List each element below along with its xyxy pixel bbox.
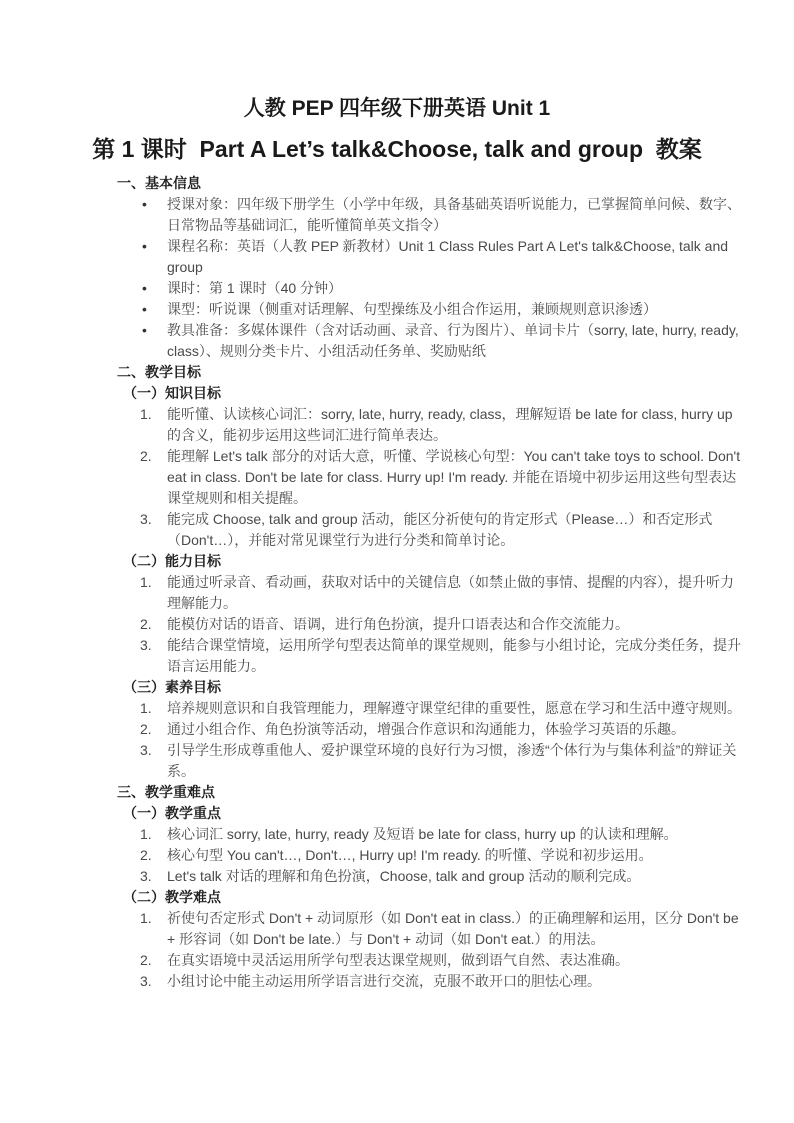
subsection-heading-literacy-goals: （三）素养目标 [123,678,221,695]
page-title: 人教 PEP 四年级下册英语 Unit 1 [243,97,551,120]
list-item: 核心词汇 sorry, late, hurry, ready 及短语 be late for class, hurry up 的认读和理解。 [167,825,678,842]
list-item: Let's talk 对话的理解和角色扮演，Choose, talk and group 活动的顺利完成。 [167,867,641,884]
list-item: 通过小组合作、角色扮演等活动，增强合作意识和沟通能力，体验学习英语的乐趣。 [167,720,685,737]
section-heading-basic-info: 一、基本信息 [117,174,201,191]
list-item: 小组讨论中能主动运用所学语言进行交流，克服不敢开口的胆怯心理。 [167,972,601,989]
list-item: • 课型：听说课（侧重对话理解、句型操练及小组合作运用，兼顾规则意识渗透） [167,299,742,320]
list-item: • 课程名称：英语（人教 PEP 新教材）Unit 1 Class Rules Part A Let's talk&Choose, talk and group [167,236,742,278]
literacy-goals-list [117,698,742,782]
section-heading-key-points: 三、教学重难点 [117,783,215,800]
list-item: 能理解 Let's talk 部分的对话大意，听懂、学说核心句型：You can't take toys to school. Don't eat in class. Don't be late for class. Hurry up! I'm ready. 并能在语境中初步运用这些句型表达课堂规则和相关提醒。 [167,447,741,506]
list-item: 在真实语境中灵活运用所学句型表达课堂规则，做到语气自然、表达准确。 [167,951,629,968]
teaching-focus-list [117,824,742,887]
list-item: 核心句型 You can't…, Don't…, Hurry up! I'm ready. 的听懂、学说和初步运用。 [167,846,653,863]
subsection-heading-knowledge-goals: （一）知识目标 [123,384,221,401]
page-subtitle: 第 1 课时 Part A Let’s talk&Choose, talk and group 教案 [92,136,702,163]
teaching-difficulty-list [117,908,742,992]
list-item: 能结合课堂情境，运用所学句型表达简单的课堂规则，能参与小组讨论，完成分类任务，提升语言运用能力。 [167,636,741,674]
list-item: • 授课对象：四年级下册学生（小学中年级，具备基础英语听说能力，已掌握简单问候、数字、日常物品等基础词汇，能听懂简单英文指令） [167,194,742,236]
list-item: 能通过听录音、看动画，获取对话中的关键信息（如禁止做的事情、提醒的内容），提升听力理解能力。 [167,573,734,611]
basic-info-list [117,194,742,362]
knowledge-goals-list [117,404,742,551]
subsection-heading-teaching-focus: （一）教学重点 [123,804,221,821]
section-heading-objectives: 二、教学目标 [117,363,201,380]
ability-goals-list [117,572,742,677]
list-item: 能模仿对话的语音、语调，进行角色扮演，提升口语表达和合作交流能力。 [167,615,629,632]
list-item: • 教具准备：多媒体课件（含对话动画、录音、行为图片）、单词卡片（sorry, late, hurry, ready, class）、规则分类卡片、小组活动任务单、奖励贴纸 [167,320,742,362]
list-item: • 课时：第 1 课时（40 分钟） [167,278,742,299]
list-item: 能完成 Choose, talk and group 活动，能区分祈使句的肯定形式（Please…）和否定形式（Don't…），并能对常见课堂行为进行分类和简单讨论。 [167,510,713,548]
list-item: 引导学生形成尊重他人、爱护课堂环境的良好行为习惯，渗透“个体行为与集体利益”的辩证关系。 [167,741,737,779]
document-body [117,173,742,992]
subsection-heading-teaching-difficulty: （二）教学难点 [123,888,221,905]
list-item: 培养规则意识和自我管理能力，理解遵守课堂纪律的重要性，愿意在学习和生活中遵守规则。 [167,699,741,716]
subsection-heading-ability-goals: （二）能力目标 [123,552,221,569]
list-item: 能听懂、认读核心词汇：sorry, late, hurry, ready, class，理解短语 be late for class, hurry up 的含义，能初步运用这些词汇进行简单表达。 [167,405,733,443]
list-item: 祈使句否定形式 Don't + 动词原形（如 Don't eat in class.）的正确理解和运用，区分 Don't be + 形容词（如 Don't be late.）与 Don't + 动词（如 Don't eat.）的用法。 [167,909,739,947]
